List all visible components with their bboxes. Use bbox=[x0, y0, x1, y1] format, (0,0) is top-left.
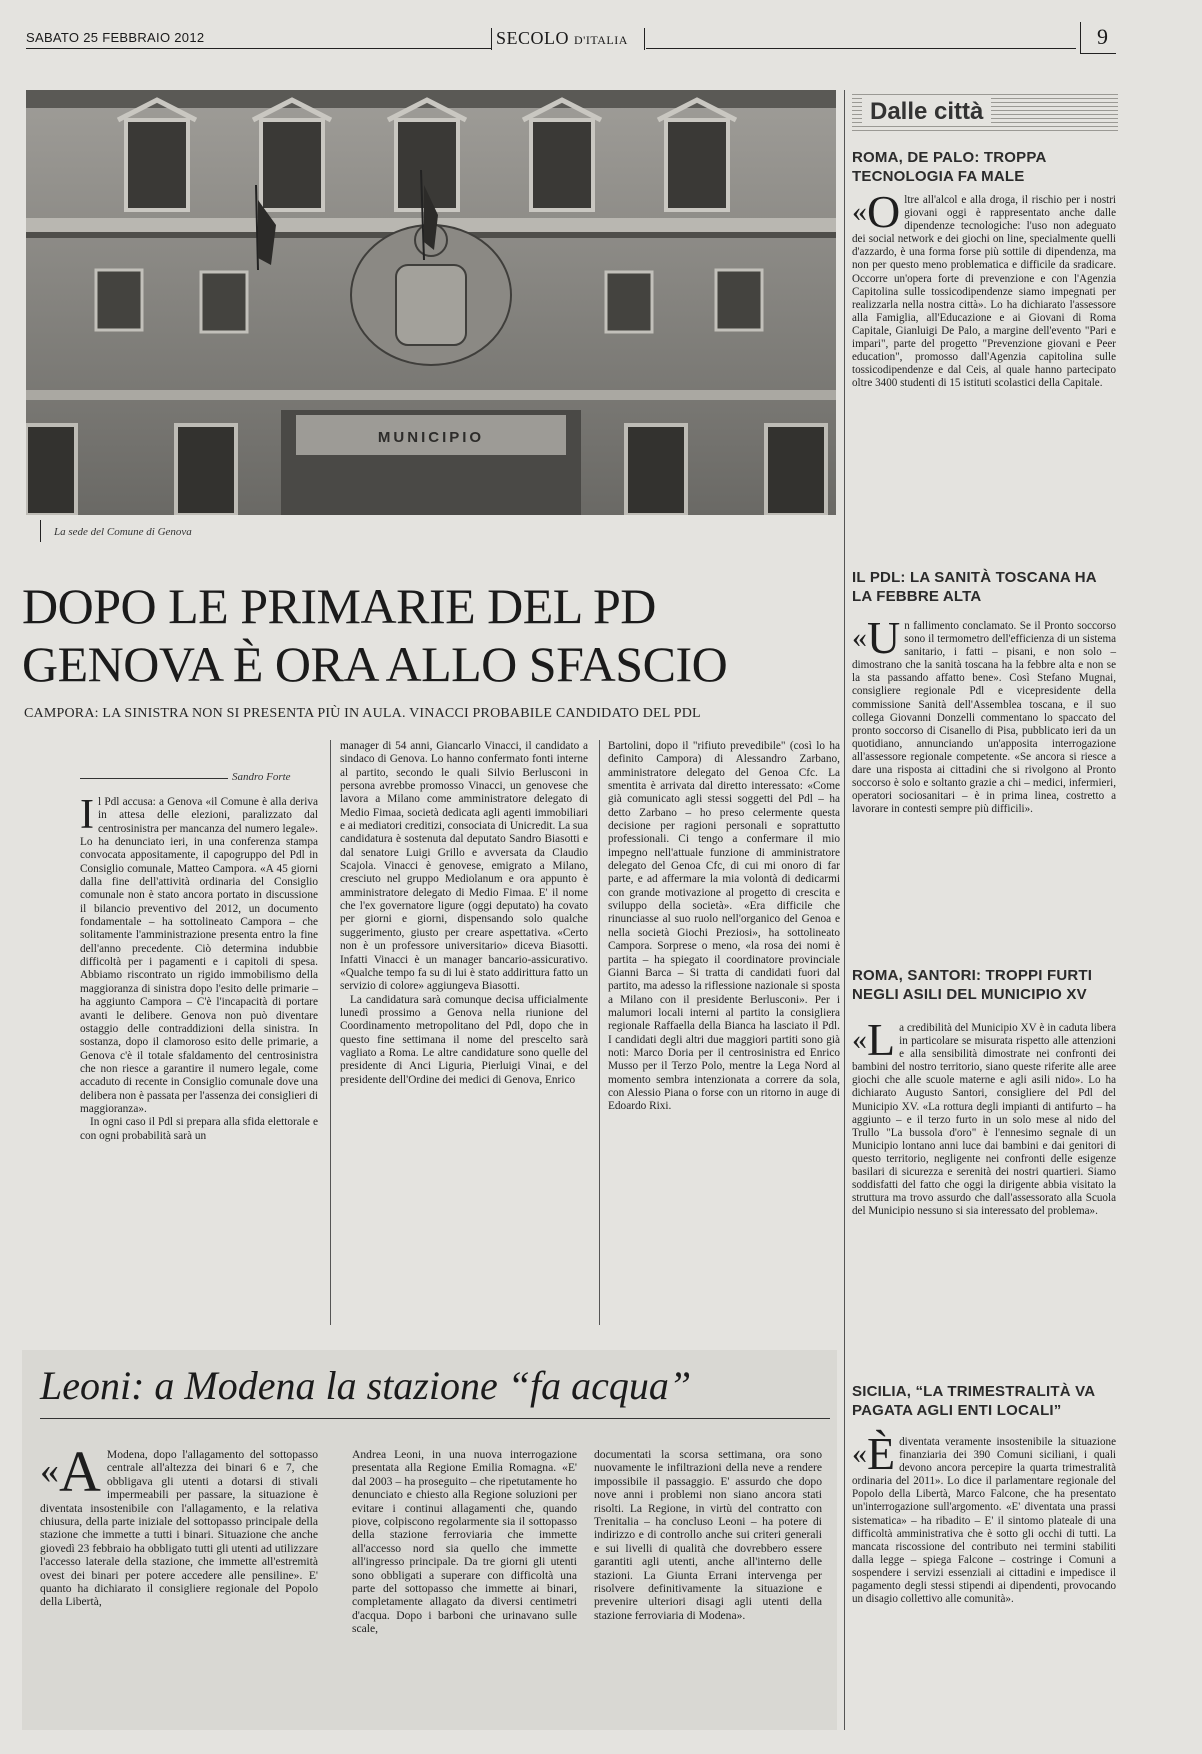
sidebar-label-box bbox=[852, 92, 1118, 134]
sidebar-item-text bbox=[852, 612, 1116, 816]
dropcap: I bbox=[80, 792, 94, 838]
newspaper-title-main: SECOLO bbox=[496, 28, 570, 48]
quote-mark: « bbox=[852, 1023, 867, 1056]
sidebar-item-text bbox=[852, 186, 1116, 390]
paragraph: Bartolini, dopo il "rifiuto prevedibile" (così lo ha definito Campora) di Alessandro Zarbano, amministratore delegato del Genoa Cfc. La smentita è arrivata dal diretto interessato: «Come già comunicato agli stessi soggetti del Pdl – ha detto Zarbano – ho preso celermente questa decisione per ragioni personali e soprattutto professionali. Ci tengo a confermare il mio impegno nell'attuale funzione di amministratore delegato del Genoa Cfc, di cui mi onoro di far parte, e ad affermare la mia volontà di dedicarmi con grande motivazione al progetto di crescita e sviluppo della società». «Era difficile che rinunciasse al suo ruolo nell'organico del Genoa e nella società Giochi Preziosi», ha sottolineato Campora. Sorprese o meno, «la rosa dei nomi è partita – ha spiegato il coordinatore provinciale Gianni Barca – Si tratta di candidati fuori dal partito, ma adesso la riflessione nazionale si sposta a Milano con il presidente Berlusconi». Per i malumori locali interni al partito la consigliera regionale Raffaella della Bianca ha lasciato il Pdl. I candidati degli altri due maggiori partiti sono già noti: Marco Doria per il centrosinistra ed Enrico Musso per il Terzo Polo, mentre la Lega Nord al momento sembra intenzionata a correre da sola, con Alessio Piana o forse con un ritorno in auge di Edoardo Rixi. bbox=[608, 740, 840, 1113]
photo-genova-city-hall bbox=[26, 90, 836, 515]
masthead-divider bbox=[491, 28, 492, 50]
paragraph: documentati la scorsa settimana, ora sono nuovamente le infiltrazioni della neve a rendere impossibile il passaggio. E' assurdo che dopo nove anni i problemi non siano ancora stati risolti. La Regione, in virtù del contratto con Trenitalia – ha concluso Leoni – ha potere di indirizzo e di controllo anche sui criteri generali e sui livelli di qualità che dovrebbero essere garantiti agli utenti, anche all'interno delle stazioni. La Giunta Errani intervenga per risolvere definitivamente la situazione e prevenire ulteriori disagi agli utenti della stazione ferroviaria di Modena». bbox=[594, 1448, 822, 1622]
dropcap bbox=[852, 1014, 899, 1065]
main-subheadline: CAMPORA: LA SINISTRA NON SI PRESENTA PIÙ IN AULA. VINACCI PROBABILE CANDIDATO DEL PDL bbox=[24, 706, 701, 721]
paragraph-text: ltre all'alcol e alla droga, il rischio per i nostri giovani oggi è rappresentato anche dalle dipendenze tecnologiche: l'uso non adeguato dei social network e dei giochi on line, specialmente quelli d'azzardo, è una forma forse più sottile di dipendenza, ma non per questo meno problematica e difficile da sradicare. Occorre un'opera forte di prevenzione e con l'Agenzia Capitolina sulle tossicodipendenze siamo impegnati per realizzarla nella nostra città». Lo ha dichiarato l'assessore alla Famiglia, all'Educazione e ai Giovani di Roma Capitale, Gianluigi De Palo, a margine dell'evento "Pari e impari", parte del progetto "Prevenzione giovani e Peer education", promosso dall'Agenzia capitolina sulle tossicodipendenze e dal Ceis, al quale hanno partecipato oltre 3400 studenti di 15 istituti scolastici della Capitale. bbox=[852, 194, 1116, 390]
dropcap-letter: A bbox=[59, 1439, 101, 1504]
main-article-column-3 bbox=[608, 740, 840, 1320]
dropcap-letter: O bbox=[867, 186, 901, 237]
paragraph-text: Modena, dopo l'allagamento del sottopasso centrale all'altezza dei binari 6 e 7, che obbligava gli utenti a dotarsi di stivali impermeabili per passare, la situazione è diventata insostenibile con l'allagamento, e la relativa chiusura, della parte iniziale del sottopasso principale della stazione che immette a tutti i binari. Situazione che anche giovedì 23 febbraio ha obbligato tutti gli utenti ad utilizzare l'accesso laterale della stazione, che immette all'estremità ovest dei binari per potere accedere alle pensiline». E' quanto ha dichiarato il consigliere regionale del Popolo della Libertà, bbox=[40, 1448, 318, 1609]
column-rule bbox=[599, 740, 600, 1325]
municipio-sign: MUNICIPIO bbox=[377, 429, 485, 446]
paragraph bbox=[80, 792, 318, 1116]
paragraph-text: n fallimento conclamato. Se il Pronto soccorso sono il termometro dell'efficienza di un sistema sanitario, i fatti – pisani, e non solo – dimostrano che la sanità toscana ha la febbre alta e non se la sta passando affatto bene». Così Stefano Mugnai, consigliere regionale Pdl e vicepresidente della commissione Sanità dell'Assemblea toscana, e il suo collega Giovanni Donzelli commentano lo spaccato del pronto soccorso di Cisanello di Pisa, pubblicato ieri da un quotidiano, annunciando un'apposita interrogazione all'assessore regionale competente. «Se ancora si riesce a dare una risposta ai cittadini che si rivolgono al Pronto soccorso è solo e soltanto grazie a chi – medici, infermieri, operatori sociosanitari – è in prima linea, costretto a lavorare in contesti sempre più difficili». bbox=[852, 620, 1116, 816]
paragraph: In ogni caso il Pdl si prepara alla sfida elettorale e con ogni probabilità sarà un bbox=[80, 1116, 318, 1142]
leoni-column-2 bbox=[352, 1448, 577, 1718]
caption-marker bbox=[40, 520, 41, 542]
leoni-column-3 bbox=[594, 1448, 822, 1718]
masthead bbox=[26, 24, 1116, 58]
sidebar-item-title: ROMA, DE PALO: TROPPA TECNOLOGIA FA MALE bbox=[852, 149, 1046, 185]
paragraph: Andrea Leoni, in una nuova interrogazione presentata alla Regione Emilia Romagna. «E' dal 2003 – ha proseguito – che ripetutamente ho denunciato e chiesto alla Regione soluzioni per evitare i continui allagamenti che, quando piove, colpiscono regolarmente sia il sottopasso della stazione ferroviaria che immette all'accesso nord sia quello che immette all'ingresso principale. Da tre giorni gli utenti sono obbligati a superare con difficoltà una parte del sottopasso che immette ai binari, completamente allagato da diversi centimetri d'acqua. Dopo i barboni che urinavano sulle scale, bbox=[352, 1448, 577, 1636]
sidebar-item-title: ROMA, SANTORI: TROPPI FURTI NEGLI ASILI DEL MUNICIPIO XV bbox=[852, 967, 1093, 1003]
sidebar-item-title: IL PDL: LA SANITÀ TOSCANA HA LA FEBBRE ALTA bbox=[852, 569, 1097, 605]
quote-mark: « bbox=[40, 1450, 59, 1492]
main-headline bbox=[22, 577, 842, 693]
page-number: 9 bbox=[1097, 24, 1108, 49]
quote-mark: « bbox=[852, 621, 867, 654]
dropcap-letter: U bbox=[867, 612, 901, 663]
paragraph-text: diventata veramente insostenibile la situazione finanziaria dei 390 Comuni siciliani, i quali devono ancora percepire la quarta trimestralità ordinaria del 2011». Lo dice il parlamentare regionale del Popolo della Libertà, Marco Falcone, che ha presentato un'interrogazione sull'argomento. «E' diventata una prassi sistematica» – ha ribadito – E' il sintomo plateale di una difficoltà amministrativa che è sotto gli occhi di tutti. La mancata riscossione del contributo nei termini stabiliti dalla legge – spiega Falcone – costringe i Comuni a sospendere i servizi essenziali ai cittadini e impedisce il pagamento degli stessi stipendi ai dipendenti, provocando un disagio collettivo alle comunità». bbox=[852, 1436, 1116, 1606]
newspaper-title-small: D'ITALIA bbox=[574, 33, 628, 47]
paragraph-text: l Pdl accusa: a Genova «il Comune è alla deriva in attesa delle elezioni, paralizzato dal centrosinistra per mancanza del numero legale». Lo ha denunciato ieri, in una conferenza stampa convocata appositamente, il capogruppo del Pdl in Consiglio comunale, Matteo Campora. «A 45 giorni dalla fine dell'attività ordinaria del Consiglio comunale non è stato ancora portato in discussione il bilancio preventivo del 2012, un documento fondamentale – ha sottolineato Campora – che solitamente l'amministrazione presenta entro la fine dell'anno precedente. Ciò determina indubbie difficoltà per i pagamenti e i capitoli di spesa. Abbiamo riscontrato un rigido immobilismo della maggioranza di sinistra dopo l'esito delle primarie – ha aggiunto Campora – C'è l'incapacità di portare avanti le delibere. Genova non può diventare ostaggio delle contraddizioni della sinistra. In sostanza, dopo il clamoroso esito delle primarie, a Genova c'è il totale sfaldamento del centrosinistra che non riesce a garantire il numero legale, come accaduto di recente in Consiglio comunale dove una delibera non è passata per l'assenza dei consiglieri di maggioranza». bbox=[80, 796, 318, 1115]
column-rule bbox=[330, 740, 331, 1325]
byline-rule bbox=[80, 778, 228, 779]
quote-mark: « bbox=[852, 195, 867, 228]
issue-date: SABATO 25 FEBBRAIO 2012 bbox=[26, 30, 205, 45]
leoni-column-1 bbox=[40, 1439, 318, 1718]
dropcap bbox=[852, 1428, 899, 1479]
building-facade-image bbox=[26, 90, 836, 515]
photo-caption: La sede del Comune di Genova bbox=[54, 526, 192, 538]
dropcap-letter: L bbox=[867, 1014, 896, 1065]
dropcap bbox=[40, 1439, 107, 1504]
dropcap-letter: È bbox=[867, 1428, 896, 1479]
sidebar-item-text bbox=[852, 1428, 1116, 1606]
masthead-rule-left bbox=[26, 48, 491, 49]
masthead-rule-right bbox=[646, 48, 1076, 49]
main-article-column-2 bbox=[340, 740, 588, 1320]
sidebar-item-text bbox=[852, 1014, 1116, 1218]
sidebar-label: Dalle città bbox=[862, 98, 991, 126]
sidebar-item-title: SICILIA, “LA TRIMESTRALITÀ VA PAGATA AGLI ENTI LOCALI” bbox=[852, 1383, 1095, 1419]
headline-line: GENOVA È ORA ALLO SFASCIO bbox=[22, 636, 728, 692]
dropcap bbox=[852, 186, 904, 237]
leoni-rule bbox=[40, 1418, 830, 1419]
headline-line: DOPO LE PRIMARIE DEL PD bbox=[22, 578, 656, 634]
paragraph-text: a credibilità del Municipio XV è in caduta libera in particolare se misurata rispetto alle attenzioni e alla sensibilità dimostrate nei confronti dei bambini del nostro territorio, siano queste riferite alle aree giochi che alle scuole materne e agli asili nido». Lo ha dichiarato Augusto Santori, consigliere del Pdl del Municipio XV. «La rottura degli impianti di antifurto – ha aggiunto – e il terzo furto in un solo mese al nido del Trullo "La bussola d'oro" è l'ennesimo segnale di un Municipio lontano anni luce dai bambini e dai genitori di questo territorio, negligente nei confronti delle esigenze basilari di sicurezza e serenità dei nostri quartieri. Siamo soddisfatti del fatto che oggi la dirigente abbia visitato la struttura ma trovo assurdo che dall'assessorato alla Scuola del Municipio nessuno si sia interessato del problema». bbox=[852, 1022, 1116, 1218]
paragraph: La candidatura sarà comunque decisa ufficialmente lunedì prossimo a Genova nella riunione del Coordinamento metropolitano del Pdl, dopo che in questo fine settimana il nome del prescelto sarà vagliato a Roma. Le altre candidature sono quelle del presidente di Anci Liguria, Pierluigi Vinai, e del presidente dell'Ordine dei medici di Genova, Enrico bbox=[340, 993, 588, 1086]
masthead-divider bbox=[644, 28, 645, 50]
paragraph bbox=[40, 1439, 318, 1609]
quote-mark: « bbox=[852, 1437, 867, 1470]
leoni-headline: Leoni: a Modena la stazione “fa acqua” bbox=[40, 1363, 692, 1408]
main-article-column-1 bbox=[80, 792, 318, 1316]
byline: Sandro Forte bbox=[232, 771, 291, 783]
dropcap bbox=[852, 612, 904, 663]
newspaper-title bbox=[496, 28, 628, 49]
paragraph: manager di 54 anni, Giancarlo Vinacci, il candidato a sindaco di Genova. Lo hanno confermato fonti interne al partito, secondo le quali Silvio Berlusconi in persona avrebbe promosso Vinacci, un genovese che lavora a Milano come amministratore delegato di Medio Fimaa, società dedicata agli agenti immobiliari e ai mediatori creditizi, consociata di Unicredit. La sua candidatura è sostenuta dal deputato Sandro Biasotti e dal senatore Luigi Grillo e avversata da Claudio Scajola. Vinacci è genovese, emigrato a Milano, cresciuto nel gruppo Mediolanum e ora appunto è amministratore delegato di Medio Fimaa. E' il nome che l'ex governatore ligure (oggi deputato) ha covato per giorni e giorni, dispensando solo qualche suggerimento, giusto per creare aspettativa. «Certo non è un professore universitario» diceva Biasotti. Infatti Vinacci è un manager bancario-assicurativo. «Qualche tempo fa su di lui è stato addirittura fatto un servizio di colore» aggiungeva Biasotti. bbox=[340, 740, 588, 993]
sidebar-rule bbox=[844, 90, 845, 1730]
